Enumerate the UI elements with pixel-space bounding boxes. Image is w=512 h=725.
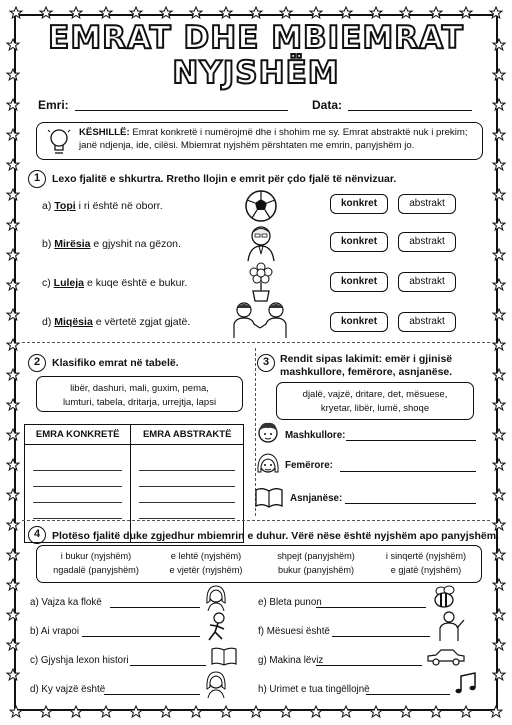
col-concrete-header: EMRA KONKRETË bbox=[25, 425, 131, 445]
flower-icon bbox=[246, 262, 276, 302]
section4-item-c: c) Gjyshja lexon histori bbox=[30, 655, 129, 666]
date-field[interactable] bbox=[348, 110, 472, 111]
section4-item-e: e) Bleta punon bbox=[258, 597, 322, 608]
answer-line-a[interactable] bbox=[110, 607, 200, 608]
option-abstrakt-a[interactable]: abstrakt bbox=[398, 194, 456, 214]
answer-line-h[interactable] bbox=[366, 694, 450, 695]
option-abstrakt-b[interactable]: abstrakt bbox=[398, 232, 456, 252]
section4-item-b: b) Ai vrapoi bbox=[30, 626, 80, 637]
answer-line-e[interactable] bbox=[316, 607, 426, 608]
option-konkret-a[interactable]: konkret bbox=[330, 194, 388, 214]
section4-item-a: a) Vajza ka flokë bbox=[30, 597, 102, 608]
car-icon bbox=[426, 647, 466, 667]
category-masculine: Mashkullore: bbox=[285, 430, 346, 441]
music-notes-icon bbox=[453, 671, 479, 695]
option-abstrakt-d[interactable]: abstrakt bbox=[398, 312, 456, 332]
ball-icon bbox=[244, 189, 278, 223]
section3-word-bank: djalë, vajzë, dritare, det, mësuese, kryetar, libër, lumë, shoqe bbox=[276, 382, 474, 420]
section1-item-d: d) Miqësia e vërtetë zgjat gjatë. bbox=[42, 316, 191, 328]
book-icon bbox=[210, 647, 238, 667]
answer-line-b[interactable] bbox=[82, 636, 200, 637]
option-abstrakt-c[interactable]: abstrakt bbox=[398, 272, 456, 292]
section4-item-g: g) Makina lëviz bbox=[258, 655, 324, 666]
adjective-word-bank: i bukur (nyjshëm) e lehtë (nyjshëm) shpejt (panyjshëm) i sinqertë (nyjshëm) ngadalë (panyjshëm) e vjetër (nyjshëm) bukur (panyjshëm) e gjatë (nyjshëm) bbox=[36, 545, 482, 583]
abstract-answer-cell[interactable] bbox=[131, 445, 244, 543]
section1-number: 1 bbox=[28, 170, 46, 188]
section2-number: 2 bbox=[28, 354, 46, 372]
section1-instruction: Lexo fjalitë e shkurtra. Rretho llojin e emrit për çdo fjalë të nënvizuar. bbox=[52, 173, 397, 185]
section1-item-a: a) Topi i ri është në oborr. bbox=[42, 200, 163, 212]
option-konkret-b[interactable]: konkret bbox=[330, 232, 388, 252]
neuter-answer-line[interactable] bbox=[345, 503, 476, 504]
date-label: Data: bbox=[312, 98, 343, 112]
tip-box bbox=[36, 122, 483, 160]
section3-instruction: Rendit sipas lakimit: emër i gjinisë mashkullore, femërore, asnjanëse. bbox=[280, 353, 453, 378]
girl-icon bbox=[203, 583, 229, 611]
section4-item-f: f) Mësuesi është bbox=[258, 626, 330, 637]
section4-item-h: h) Urimet e tua tingëllojnë bbox=[258, 684, 370, 695]
friends-icon bbox=[228, 300, 292, 340]
book-icon bbox=[254, 487, 284, 509]
section1-item-b: b) Mirësia e gjyshit na gëzon. bbox=[42, 238, 181, 250]
grandfather-icon bbox=[244, 222, 278, 262]
option-konkret-c[interactable]: konkret bbox=[330, 272, 388, 292]
masculine-answer-line[interactable] bbox=[346, 440, 476, 441]
running-boy-icon bbox=[203, 612, 231, 642]
section1-item-c: c) Luleja e kuqe është e bukur. bbox=[42, 277, 188, 289]
feminine-answer-line[interactable] bbox=[340, 471, 476, 472]
answer-line-c[interactable] bbox=[130, 665, 206, 666]
answer-line-g[interactable] bbox=[316, 665, 422, 666]
category-feminine: Femërore: bbox=[285, 460, 333, 471]
col-abstract-header: EMRA ABSTRAKTË bbox=[131, 425, 244, 445]
girl-icon bbox=[203, 669, 229, 699]
boy-icon bbox=[256, 420, 280, 446]
answer-line-d[interactable] bbox=[104, 694, 200, 695]
bee-icon bbox=[430, 584, 458, 610]
classification-table bbox=[24, 424, 244, 543]
answer-line-f[interactable] bbox=[332, 636, 430, 637]
lightbulb-icon bbox=[47, 127, 71, 157]
section2-word-bank: libër, dashuri, mali, guxim, pema, lumturi, tabela, dritarja, urrejtja, lapsi bbox=[36, 376, 243, 412]
section2-instruction: Klasifiko emrat në tabelë. bbox=[52, 357, 179, 369]
divider bbox=[22, 342, 490, 343]
tip-text: Emrat konkretë i numërojmë dhe i shohim me sy. Emrat abstraktë nuk i prekim; janë ndjenja, ide, cilësi. Mbiemrat nyjshëm përshtaten me emrin, panyjshëm jo. bbox=[79, 127, 468, 151]
section4-number: 4 bbox=[28, 526, 46, 544]
section4-item-d: d) Ky vajzë është bbox=[30, 684, 106, 695]
section4-instruction: Plotëso fjalitë duke zgjedhur mbiemrin e duhur. Vërë nëse është nyjshëm apo panyjshëm. bbox=[52, 530, 499, 542]
girl-icon bbox=[256, 450, 280, 478]
teacher-icon bbox=[437, 610, 465, 642]
option-konkret-d[interactable]: konkret bbox=[330, 312, 388, 332]
category-neuter: Asnjanëse: bbox=[290, 493, 343, 504]
tip-heading: KËSHILLË: bbox=[79, 127, 130, 138]
divider bbox=[22, 520, 490, 521]
section3-number: 3 bbox=[257, 354, 275, 372]
name-label: Emri: bbox=[38, 98, 69, 112]
page-title: EMRAT DHE MBIEMRAT bbox=[48, 20, 464, 56]
page-subtitle: NYJSHËM bbox=[172, 55, 340, 91]
name-field[interactable] bbox=[75, 110, 288, 111]
